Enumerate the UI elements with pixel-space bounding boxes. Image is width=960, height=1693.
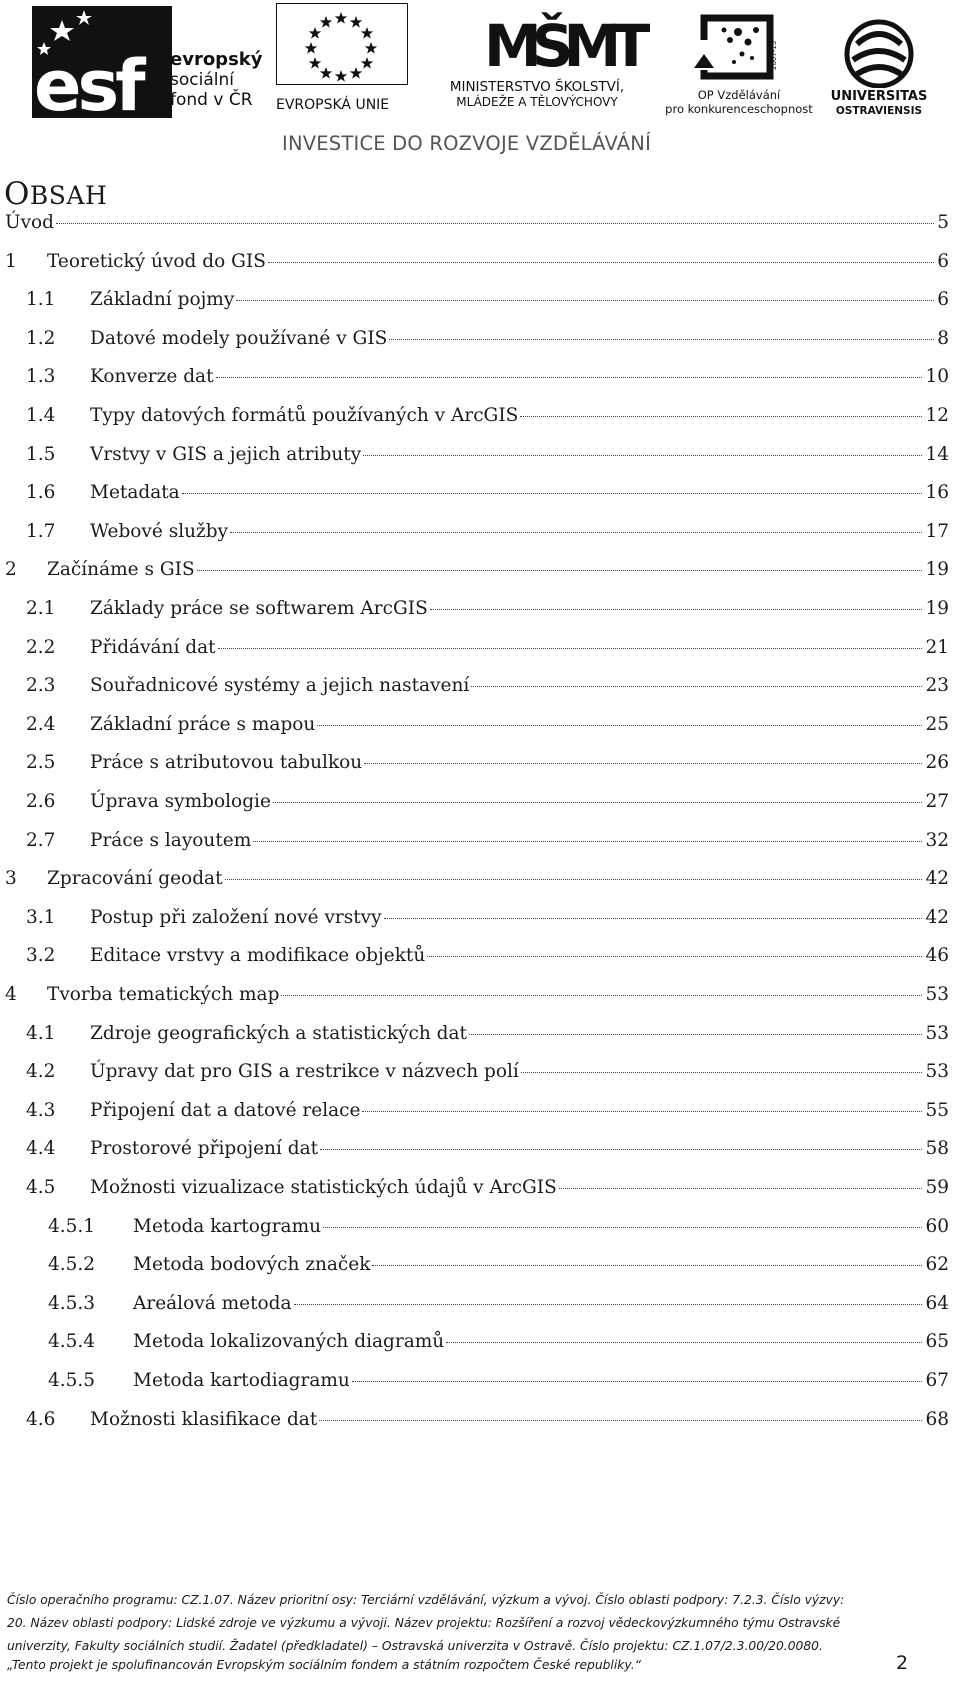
toc-entry[interactable] — [26, 747, 949, 777]
toc-entry-title: Areálová metoda — [133, 1292, 292, 1314]
toc-entry-number: 1 — [5, 250, 17, 272]
toc-entry-number: 3.2 — [26, 945, 56, 967]
uo-line-2: OSTRAVIENSIS — [835, 105, 923, 117]
toc-entry-number: 3 — [5, 868, 17, 890]
toc-entry-page: 62 — [925, 1254, 949, 1276]
toc-dot-leader — [253, 821, 922, 842]
toc-entry-title: Souřadnicové systémy a jejich nastavení — [90, 675, 470, 697]
toc-entry-page: 67 — [925, 1370, 949, 1391]
toc-entry-number: 1.6 — [26, 482, 56, 504]
toc-entry[interactable] — [26, 323, 949, 353]
uo-line-1: UNIVERSITAS — [830, 89, 928, 104]
toc-entry-number: 2.1 — [26, 598, 56, 619]
esf-mark-icon — [32, 6, 172, 118]
toc-entry[interactable] — [5, 207, 949, 237]
toc-entry[interactable] — [26, 439, 949, 469]
toc-entry[interactable] — [48, 1365, 949, 1395]
toc-dot-leader — [323, 1207, 922, 1228]
toc-entry-number: 4.3 — [26, 1099, 56, 1121]
toc-dot-leader — [362, 1091, 922, 1112]
toc-entry-page: 17 — [925, 520, 949, 542]
toc-entry[interactable] — [26, 361, 949, 391]
toc-entry[interactable] — [5, 554, 949, 584]
toc-entry-title: Teoretický úvod do GIS — [47, 250, 266, 272]
op-label — [664, 88, 814, 116]
toc-dot-leader — [446, 1322, 922, 1343]
toc-entry[interactable] — [26, 593, 949, 623]
footer-line-1: Číslo operačního programu: CZ.1.07. Název prioritní osy: Terciární vzdělávání, výzkum a vývoj. Číslo oblasti podpory: 7.2.3. Číslo výzvy: — [7, 1593, 845, 1607]
toc-dot-leader — [430, 589, 923, 610]
toc-entry[interactable] — [26, 940, 949, 970]
toc-dot-leader — [216, 357, 923, 378]
toc-dot-leader — [364, 743, 922, 764]
toc-entry-page: 19 — [925, 598, 949, 619]
toc-entry[interactable] — [48, 1326, 949, 1356]
toc-entry-number: 1.1 — [26, 289, 56, 311]
toc-entry[interactable] — [26, 477, 949, 507]
toc-entry-number: 2.4 — [26, 713, 56, 735]
toc-entry-number: 2.7 — [26, 829, 56, 851]
uo-label — [824, 90, 934, 118]
toc-entry-title: Možnosti vizualizace statistických údajů v ArcGIS — [90, 1177, 557, 1198]
toc-entry[interactable] — [5, 979, 949, 1009]
toc-entry-page: 8 — [937, 327, 949, 349]
toc-entry-title: Prostorové připojení dat — [90, 1138, 319, 1160]
toc-entry-page: 10 — [925, 366, 949, 388]
toc-entry-title: Zpracování geodat — [47, 868, 223, 890]
toc-entry-number: 4.5 — [26, 1177, 56, 1198]
toc-entry-title: Základní pojmy — [90, 289, 235, 311]
toc-entry-number: 4.5.1 — [48, 1215, 96, 1237]
op-vk-logo — [664, 10, 814, 120]
toc-entry[interactable] — [26, 1056, 949, 1086]
toc-entry[interactable] — [5, 863, 949, 893]
footer-funding-note: „Tento projekt je spolufinancován Evropským sociálním fondem a státním rozpočtem České republiky.“ — [7, 1658, 641, 1672]
toc-entry-title: Základní práce s mapou — [90, 713, 316, 735]
toc-entry-title: Konverze dat — [90, 366, 214, 388]
toc-entry-page: 27 — [925, 791, 949, 812]
toc-entry-page: 21 — [925, 636, 949, 658]
toc-entry-title: Úprava symbologie — [90, 791, 271, 812]
toc-entry[interactable] — [26, 1095, 949, 1125]
toc-entry[interactable] — [48, 1249, 949, 1279]
toc-entry-title: Přidávání dat — [90, 636, 216, 658]
footer-line-2: 20. Název oblasti podpory: Lidské zdroje ve výzkumu a vývoji. Název projektu: Rozšíření a rozvoj vědeckovýzkumného týmu Ostravské — [7, 1616, 841, 1630]
toc-entry-page: 65 — [925, 1331, 949, 1353]
toc-entry-number: 4.1 — [26, 1022, 56, 1044]
toc-dot-leader — [521, 1052, 923, 1073]
toc-entry-title: Metoda bodových značek — [133, 1254, 371, 1276]
toc-title-rest: BSAH — [29, 181, 108, 210]
toc-entry-page: 59 — [925, 1177, 949, 1198]
uo-logo — [824, 14, 934, 118]
toc-entry-title: Práce s atributovou tabulkou — [90, 752, 363, 774]
toc-entry-page: 46 — [925, 945, 949, 967]
toc-entry-number: 4.6 — [26, 1408, 56, 1430]
toc-entry-title: Datové modely používané v GIS — [90, 327, 388, 349]
toc-entry-title: Metoda kartodiagramu — [133, 1370, 350, 1391]
toc-dot-leader — [268, 242, 934, 263]
toc-entry-title: Postup při založení nové vrstvy — [90, 906, 382, 928]
toc-entry-title: Typy datových formátů používaných v ArcGIS — [90, 405, 519, 426]
toc-dot-leader — [520, 396, 922, 417]
toc-entry-title: Základy práce se softwarem ArcGIS — [90, 598, 428, 619]
toc-entry-number: 4 — [5, 984, 17, 1005]
footer-line-3: univerzity, Fakulty sociálních studií. Žadatel (předkladatel) – Ostravská univerzita v Ostravě. Číslo projektu: CZ.1.07/2.3.00/20.0080. — [7, 1639, 823, 1653]
eu-label: EVROPSKÁ UNIE — [276, 97, 390, 113]
toc-dot-leader — [294, 1284, 923, 1305]
toc-entry-number: 2.5 — [26, 752, 56, 774]
toc-entry-page: 42 — [925, 868, 949, 890]
toc-entry-page: 53 — [925, 1022, 949, 1044]
msmt-logo — [420, 0, 650, 118]
toc-entry[interactable] — [48, 1288, 949, 1318]
toc-entry-title: Metoda kartogramu — [133, 1215, 322, 1237]
toc-entry-title: Metadata — [90, 482, 180, 504]
toc-entry[interactable] — [5, 246, 949, 276]
toc-entry-page: 64 — [925, 1292, 949, 1314]
toc-entry-page: 26 — [925, 752, 949, 774]
toc-entry-title: Tvorba tematických map — [47, 984, 280, 1005]
toc-entry-number: 1.5 — [26, 443, 56, 465]
toc-dot-leader — [56, 203, 934, 224]
svg-text:MŠMT: MŠMT — [484, 12, 641, 80]
toc-dot-leader — [384, 898, 923, 919]
toc-entry-title: Práce s layoutem — [90, 829, 252, 851]
op-mark-icon — [664, 10, 814, 86]
toc-entry-number: 2.3 — [26, 675, 56, 697]
toc-entry-page: 60 — [925, 1215, 949, 1237]
uo-mark-icon — [824, 14, 934, 88]
toc-dot-leader — [320, 1129, 922, 1150]
toc-title-initial: O — [4, 176, 30, 212]
toc-dot-leader — [236, 280, 934, 301]
toc-entry-page: 32 — [925, 829, 949, 851]
toc-entry-title: Zdroje geografických a statistických dat — [90, 1022, 467, 1044]
toc-entry[interactable] — [26, 825, 949, 855]
toc-entry[interactable] — [26, 1133, 949, 1163]
toc-dot-leader — [389, 319, 934, 340]
toc-entry-title: Úvod — [5, 212, 55, 233]
msmt-line-1: MINISTERSTVO ŠKOLSTVÍ, — [449, 79, 625, 95]
esf-line-1: evropský — [170, 49, 263, 70]
toc-entry[interactable] — [26, 786, 949, 816]
footer-project-info — [7, 1589, 955, 1658]
toc-dot-leader — [559, 1168, 923, 1189]
toc-entry[interactable] — [26, 1172, 949, 1202]
toc-entry[interactable] — [26, 1404, 949, 1434]
toc-entry-page: 68 — [925, 1408, 949, 1430]
toc-entry[interactable] — [26, 284, 949, 314]
toc-entry-number: 3.1 — [26, 906, 56, 928]
toc-entry-number: 4.5.5 — [48, 1370, 96, 1391]
toc-entry-page: 42 — [925, 906, 949, 928]
toc-dot-leader — [182, 473, 923, 494]
toc-entry-number: 2 — [5, 559, 17, 581]
toc-dot-leader — [218, 628, 923, 649]
op-line-1: OP Vzdělávání — [697, 88, 781, 102]
toc-entry-page: 58 — [925, 1138, 949, 1160]
investice-slogan: INVESTICE DO ROZVOJE VZDĚLÁVÁNÍ — [282, 132, 652, 155]
esf-text — [170, 50, 263, 110]
esf-logo — [32, 6, 272, 118]
toc-dot-leader — [352, 1361, 923, 1382]
toc-entry-title: Metoda lokalizovaných diagramů — [133, 1331, 445, 1353]
toc-dot-leader — [273, 782, 923, 803]
toc-entry-number: 4.5.4 — [48, 1331, 96, 1353]
toc-entry-title: Začínáme s GIS — [47, 559, 195, 581]
toc-entry[interactable] — [26, 1018, 949, 1048]
toc-entry-title: Vrstvy v GIS a jejich atributy — [90, 443, 362, 465]
eu-flag-icon — [276, 3, 408, 85]
svg-text:2007-13: 2007-13 — [770, 40, 778, 70]
toc-dot-leader — [427, 936, 922, 957]
toc-dot-leader — [230, 512, 922, 533]
toc-entry-page: 55 — [925, 1099, 949, 1121]
toc-entry-page: 53 — [925, 984, 949, 1005]
toc-entry-number: 4.5.2 — [48, 1254, 96, 1276]
toc-entry-number: 1.7 — [26, 520, 56, 542]
toc-entry-page: 53 — [925, 1061, 949, 1083]
toc-entry-page: 14 — [925, 443, 949, 465]
page-number: 2 — [896, 1652, 909, 1674]
toc-entry-page: 25 — [925, 713, 949, 735]
toc-dot-leader — [469, 1014, 922, 1035]
toc-entry-number: 1.2 — [26, 327, 56, 349]
toc-entry[interactable] — [26, 400, 949, 430]
toc-entry-title: Editace vrstvy a modifikace objektů — [90, 945, 426, 967]
esf-line-2: sociální — [170, 70, 234, 90]
toc-entry-number: 4.2 — [26, 1061, 56, 1083]
toc-entry-page: 6 — [937, 250, 949, 272]
toc-entry-number: 2.2 — [26, 636, 56, 658]
toc-dot-leader — [372, 1245, 922, 1266]
toc-entry[interactable] — [26, 632, 949, 662]
toc-entry-page: 23 — [925, 675, 949, 697]
msmt-line-2: MLÁDEŽE A TĚLOVÝCHOVY — [456, 95, 618, 109]
toc-entry-title: Úpravy dat pro GIS a restrikce v názvech polí — [90, 1061, 519, 1083]
toc-entry[interactable] — [26, 670, 949, 700]
toc-entry-page: 12 — [925, 405, 949, 426]
toc-entry-number: 2.6 — [26, 791, 56, 812]
svg-text:esf: esf — [34, 45, 142, 118]
op-line-2: pro konkurenceschopnost — [665, 102, 813, 116]
toc-entry[interactable] — [26, 709, 949, 739]
msmt-mark-icon — [420, 0, 650, 80]
toc-entry[interactable] — [26, 516, 949, 546]
toc-entry-title: Připojení dat a datové relace — [90, 1099, 361, 1121]
toc-dot-leader — [363, 435, 922, 456]
logo-header — [0, 0, 960, 170]
msmt-label — [422, 80, 652, 110]
toc-entry-number: 4.4 — [26, 1138, 56, 1160]
toc-dot-leader — [225, 859, 923, 880]
toc-dot-leader — [471, 666, 922, 687]
toc-entry-page: 6 — [937, 289, 949, 311]
toc-dot-leader — [281, 975, 922, 996]
toc-entry[interactable] — [26, 902, 949, 932]
toc-entry-title: Možnosti klasifikace dat — [90, 1408, 318, 1430]
toc-entry-title: Webové služby — [90, 520, 229, 542]
toc-entry-number: 1.3 — [26, 366, 56, 388]
esf-line-3: fond v ČR — [170, 90, 253, 110]
toc-entry[interactable] — [48, 1211, 949, 1241]
toc-entry-number: 1.4 — [26, 405, 56, 426]
toc-dot-leader — [317, 705, 922, 726]
toc-entry-page: 5 — [937, 212, 949, 233]
toc-dot-leader — [197, 550, 923, 571]
toc-entry-page: 16 — [925, 482, 949, 504]
eu-logo — [276, 3, 410, 115]
toc-entry-number: 4.5.3 — [48, 1292, 96, 1314]
toc-entry-page: 19 — [925, 559, 949, 581]
toc-dot-leader — [319, 1400, 922, 1421]
